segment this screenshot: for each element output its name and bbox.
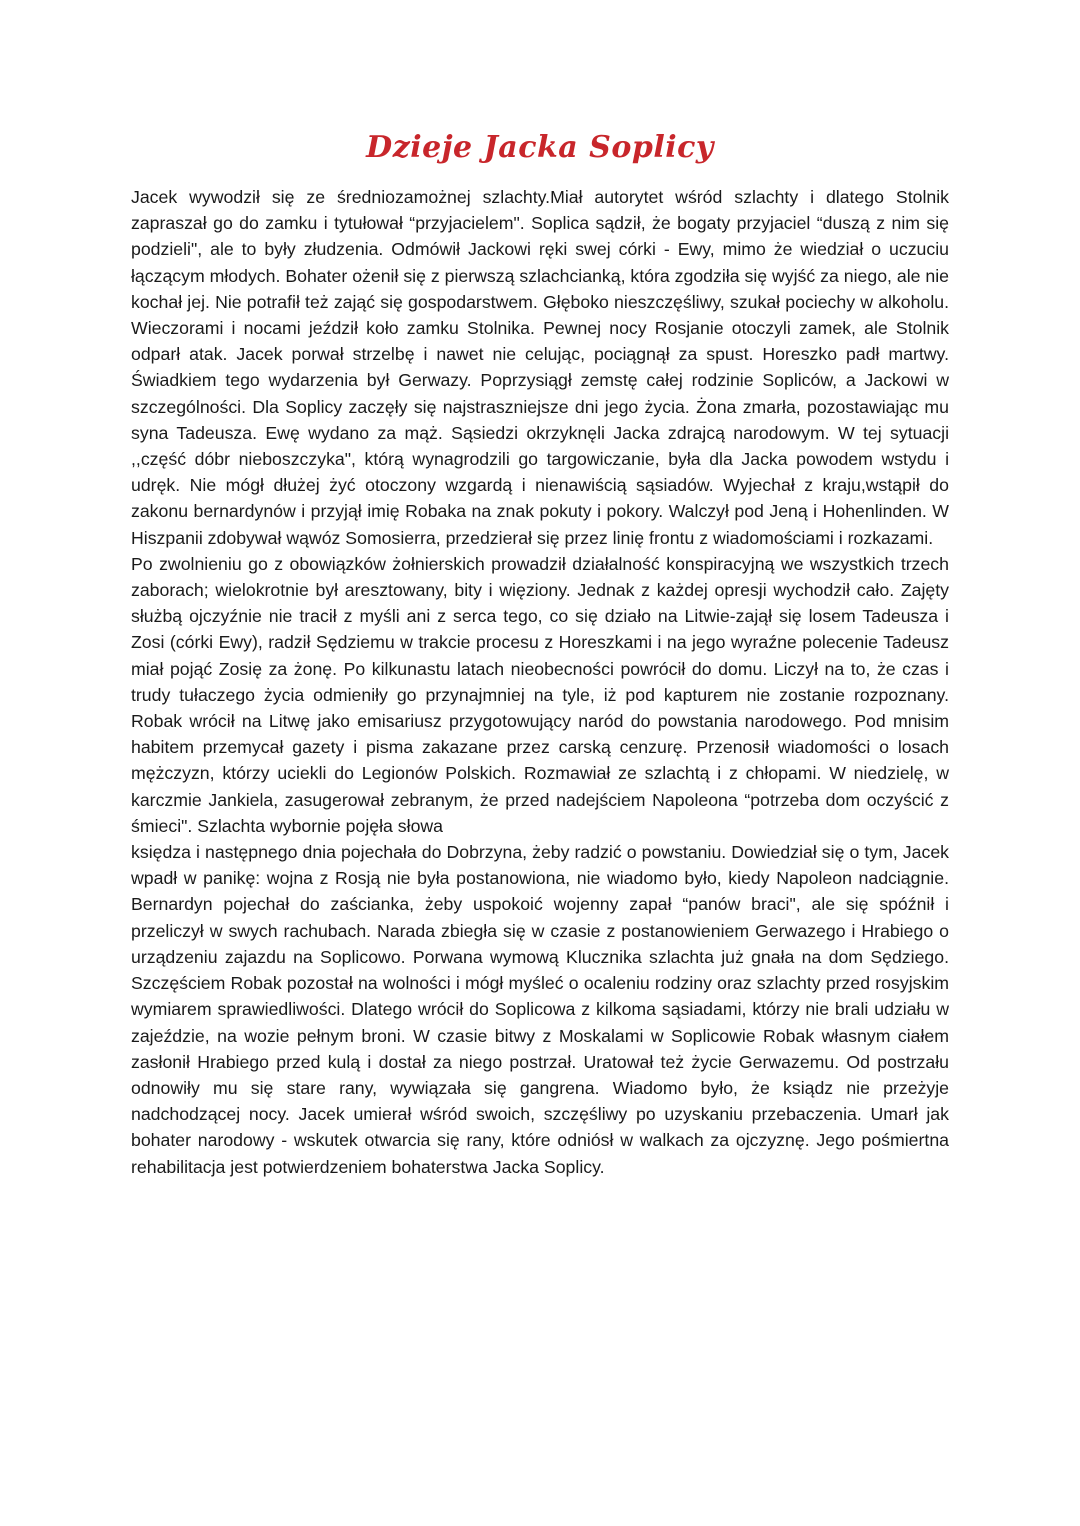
document-body — [131, 184, 949, 1180]
paragraph-3: księdza i następnego dnia pojechała do Dobrzyna, żeby radzić o powstaniu. Dowiedział się o tym, Jacek wpadł w panikę: wojna z Rosją nie była postanowiona, nie wiadomo było, kiedy Napoleon nadciągnie. Bernardyn pojechał do zaścianka, żeby uspokoić wojenny zapał “panów braci", ale się spóźnił i przeliczył w swych rachubach. Narada zbiegła się w czasie z postanowieniem Gerwazego i Hrabiego o urządzeniu zajazdu na Soplicowo. Porwana wymową Klucznika szlachta już gnała na dom Sędziego. Szczęściem Robak pozostał na wolności i mógł myśleć o ocaleniu rodziny oraz szlachty przed rosyjskim wymiarem sprawiedliwości. Dlatego wrócił do Soplicowa z kilkoma sąsiadami, którzy nie brali udziału w zajeździe, na wozie pełnym broni. W czasie bitwy z Moskalami w Soplicowie Robak własnym ciałem zasłonił Hrabiego przed kulą i dostał za niego postrzał. Uratował też życie Gerwazemu. Od postrzału odnowiły mu się stare rany, wywiązała się gangrena. Wiadomo było, że ksiądz nie przeżyje nadchodzącej nocy. Jacek umierał wśród swoich, szczęśliwy po uzyskaniu przebaczenia. Umarł jak bohater narodowy - wskutek otwarcia się rany, które odniósł w walkach za ojczyznę. Jego pośmiertna rehabilitacja jest potwierdzeniem bohaterstwa Jacka Soplicy. — [131, 842, 949, 1177]
paragraph-2: Po zwolnieniu go z obowiązków żołnierskich prowadził działalność konspiracyjną we wszystkich trzech zaborach; wielokrotnie był aresztowany, bity i więziony. Jednak z każdej opresji wychodził cało. Zajęty służbą ojczyźnie nie tracił z myśli ani z serca tego, co się działo na Litwie-zajął się losem Tadeusza i Zosi (córki Ewy), radził Sędziemu w trakcie procesu z Horeszkami i na jego wyraźne polecenie Tadeusz miał pojąć Zosię za żonę. Po kilkunastu latach nieobecności powrócił do domu. Liczył na to, że czas i trudy tułaczego życia odmieniły go przynajmniej na tyle, iż pod kapturem nie zostanie rozpoznany. Robak wrócił na Litwę jako emisariusz przygotowujący naród do powstania narodowego. Pod mnisim habitem przemycał gazety i pisma zakazane przez carską cenzurę. Przenosił wiadomości o losach mężczyzn, którzy uciekli do Legionów Polskich. Rozmawiał ze szlachtą i z chłopami. W niedzielę, w karczmie Jankiela, zasugerował zebranym, że przed nadejściem Napoleona “potrzeba dom oczyścić z śmieci". Szlachta wybornie pojęła słowa — [131, 553, 949, 836]
document-title: Dzieje Jacka Soplicy — [366, 130, 714, 165]
paragraph-1: Jacek wywodził się ze średniozamożnej szlachty.Miał autorytet wśród szlachty i dlatego Stolnik zapraszał go do zamku i tytułował “przyjacielem". Soplica sądził, że bogaty przyjaciel “duszą z nim się podzieli", ale to były złudzenia. Odmówił Jackowi ręki swej córki - Ewy, mimo że wiedział o uczuciu łączącym młodych. Bohater ożenił się z pierwszą szlachcianką, która zgodziła się wyjść za niego, ale nie kochał jej. Nie potrafił też zająć się gospodarstwem. Głęboko nieszczęśliwy, szukał pociechy w alkoholu. Wieczorami i nocami jeździł koło zamku Stolnika. Pewnej nocy Rosjanie otoczyli zamek, ale Stolnik odparł atak. Jacek porwał strzelbę i nawet nie celując, pociągnął za spust. Horeszko padł martwy. Świadkiem tego wydarzenia był Gerwazy. Poprzysiągł zemstę całej rodzinie Sopliców, a Jackowi w szczególności. Dla Soplicy zaczęły się najstraszniejsze dni jego życia. Żona zmarła, pozostawiając mu syna Tadeusza. Ewę wydano za mąż. Sąsiedzi okrzyknęli Jacka zdrajcą narodowym. W tej sytuacji ,,część dóbr nieboszczyka", którą wynagrodzili go targowiczanie, była dla Jacka powodem wstydu i udręk. Nie mógł dłużej żyć otoczony wzgardą i nienawiścią sąsiadów. Wyjechał z kraju,wstąpił do zakonu bernardynów i przyjął imię Robaka na znak pokuty i pokory. Walczył pod Jeną i Hohenlinden. W Hiszpanii zdobywał wąwóz Somosierra, przedzierał się przez linię frontu z wiadomościami i rozkazami. — [131, 187, 949, 548]
